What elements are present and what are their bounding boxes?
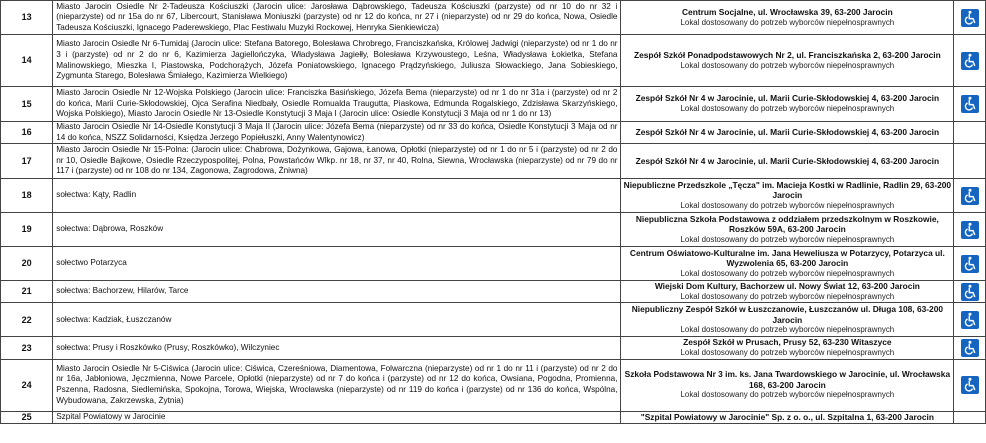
district-area: sołectwa: Kąty, Radlin: [53, 179, 621, 213]
district-area: sołectwa: Kadziak, Łuszczanów: [53, 303, 621, 337]
wheelchair-icon: [961, 9, 979, 27]
wheelchair-icon: [961, 255, 979, 273]
accessible-note: Lokal dostosowany do potrzeb wyborców niepełnosprawnych: [680, 200, 895, 210]
table-row: [1, 1, 986, 35]
polling-place-name: Zespół Szkół Nr 4 w Jarocinie, ul. Marii Curie-Skłodowskiej 4, 63-200 Jarocin: [635, 155, 940, 166]
accessible-note: Lokal dostosowany do potrzeb wyborców niepełnosprawnych: [680, 60, 895, 70]
district-area: Miasto Jarocin Osiedle Nr 6-Tumidaj (Jarocin ulice: Stefana Batorego, Bolesława Chrobrego, Franciszkańska, Królowej Jadwigi (nieparzyste) od nr 1 do nr 3 i (parzyste) od nr 2 do nr 6, Kazimierza Jagiellończyka, Władysława Jagiełły, Bolesława Krzywoustego, Leśna, Władysława Łokietka, Stefana Malinowskiego, Mieszka I, Piastowska, Podchorążych, Józefa Poniatowskiego, Ignacego Prądzyńskiego, Juliusza Słowackiego, Jana Sobieskiego, Zygmunta Starego, Bolesława Śmiałego, Kazimierza Wielkiego): [53, 35, 621, 87]
table-row: [1, 213, 986, 247]
accessibility-cell: [954, 179, 986, 213]
accessible-note: Lokal dostosowany do potrzeb wyborców niepełnosprawnych: [680, 325, 895, 335]
district-number: 17: [1, 144, 53, 179]
district-number: 22: [1, 303, 53, 337]
wheelchair-icon: [961, 52, 979, 70]
accessibility-cell: [954, 87, 986, 122]
table-row: [1, 35, 986, 87]
polling-place: [621, 179, 954, 213]
polling-place-name: Niepubliczna Szkoła Podstawowa z oddziałem przedszkolnym w Roszkowie, Roszków 59A, 63-200 Jarocin: [635, 213, 939, 235]
wheelchair-icon: [961, 221, 979, 239]
table-row: [1, 281, 986, 303]
polling-place-name: Wiejski Dom Kultury, Bachorzew ul. Nowy Świat 12, 63-200 Jarocin: [654, 281, 920, 292]
polling-place-name: Szkoła Podstawowa Nr 3 im. ks. Jana Twardowskiego w Jarocinie, ul. Wrocławska 168, 63-200 Jarocin: [624, 369, 951, 390]
table-row: [1, 179, 986, 213]
polling-place-name: Niepubliczne Przedszkole „Tęcza" im. Macieja Kostki w Radlinie, Radlin 29, 63-200 Jarocin: [623, 179, 952, 201]
polling-place: [621, 122, 954, 144]
district-area: sołectwa: Prusy i Roszkówko (Prusy, Roszkówko), Wilczyniec: [53, 337, 621, 359]
polling-place-name: Zespół Szkół Ponadpodstawowych Nr 2, ul. Franciszkańska 2, 63-200 Jarocin: [634, 49, 941, 60]
polling-place: [621, 303, 954, 337]
accessible-note: Lokal dostosowany do potrzeb wyborców niepełnosprawnych: [680, 291, 895, 301]
table-body: [1, 1, 986, 424]
district-area: sołectwa: Dąbrowa, Roszków: [53, 213, 621, 247]
district-number: 14: [1, 35, 53, 87]
polling-place: [621, 144, 954, 179]
polling-place-name: "Szpital Powiatowy w Jarocinie" Sp. z o. o., ul. Szpitalna 1, 63-200 Jarocin: [640, 411, 934, 422]
accessible-note: Lokal dostosowany do potrzeb wyborców niepełnosprawnych: [680, 347, 895, 357]
accessibility-cell: [954, 35, 986, 87]
district-area: Miasto Jarocin Osiedle Nr 15-Polna: (Jarocin ulice: Chabrowa, Dożynkowa, Gajowa, Łanowa, Opłotki (nieparzyste) od nr 1 do nr 5 i (parzyste) od nr 2 do nr 10, Osiedle Bajkowe, Osiedle Rzeczypospolitej, Polna, Powstańców Wlkp. nr 18, nr 37, nr 40, Rolna, Siewna, Wrocławska (nieparzyste) od nr 79 do nr 117 i (parzyste) od nr 108 do nr 134, Zagonowa, Zagrodowa, Żniwna): [53, 144, 621, 179]
table-row: [1, 359, 986, 411]
accessibility-cell: [954, 247, 986, 281]
table-row: [1, 303, 986, 337]
accessibility-cell: [954, 303, 986, 337]
polling-place: [621, 359, 954, 411]
district-area: sołectwa: Bachorzew, Hilarów, Tarce: [53, 281, 621, 303]
district-area: sołectwo Potarzyca: [53, 247, 621, 281]
wheelchair-icon: [961, 283, 979, 301]
accessibility-cell: [954, 359, 986, 411]
polling-place: [621, 213, 954, 247]
polling-place: [621, 281, 954, 303]
district-area: Miasto Jarocin Osiedle Nr 2-Tadeusza Kościuszki (Jarocin ulice: Jarosława Dąbrowskiego, Tadeusza Kościuszki (parzyste) od nr 10 do nr 32 i (nieparzyste) od nr 15a do nr 67, Libercourt, Stanisława Moniuszki (parzyste) od nr 12 do końca, nr 27 i (nieparzyste) od nr 29 do końca, Nowa, Osiedle Tadeusza Kościuszki, Ignacego Paderewskiego, Plac Festiwalu Muzyki Rockowej, Henryka Sienkiewicza): [53, 1, 621, 35]
wheelchair-icon: [961, 339, 979, 357]
polling-place: [621, 411, 954, 423]
wheelchair-icon: [961, 95, 979, 113]
accessibility-cell: [954, 122, 986, 144]
district-number: 25: [1, 411, 53, 423]
accessible-note: Lokal dostosowany do potrzeb wyborców niepełnosprawnych: [680, 234, 895, 244]
polling-place: [621, 337, 954, 359]
polling-place: [621, 87, 954, 122]
accessible-note: Lokal dostosowany do potrzeb wyborców niepełnosprawnych: [680, 268, 895, 278]
polling-place-name: Centrum Oświatowo-Kulturalne im. Jana Heweliusza w Potarzycy, Potarzyca ul. Wyzwolenia 65, 63-200 Jarocin: [629, 247, 945, 269]
table-row: [1, 122, 986, 144]
accessibility-cell: [954, 337, 986, 359]
accessibility-cell: [954, 281, 986, 303]
accessible-note: Lokal dostosowany do potrzeb wyborców niepełnosprawnych: [680, 104, 895, 113]
district-area: Miasto Jarocin Osiedle Nr 14-Osiedle Konstytucji 3 Maja II (Jarocin ulice: Józefa Bema (nieparzyste) od nr 33 do końca, Osiedle Konstytucji 3 Maja od nr 14 do końca, NSZZ Solidarności, Księdza Jerzego Popiełuszki, Anny Walentynowicz): [53, 122, 621, 144]
polling-place: [621, 247, 954, 281]
table-row: [1, 247, 986, 281]
district-number: 19: [1, 213, 53, 247]
wheelchair-icon: [961, 311, 979, 329]
accessible-note: Lokal dostosowany do potrzeb wyborców niepełnosprawnych: [680, 390, 895, 400]
district-number: 13: [1, 1, 53, 35]
polling-place-name: Zespół Szkół w Prusach, Prusy 52, 63-230 Witaszyce: [683, 337, 892, 348]
accessibility-cell: [954, 1, 986, 35]
table-row: [1, 87, 986, 122]
district-number: 18: [1, 179, 53, 213]
polling-place-name: Zespół Szkół Nr 4 w Jarocinie, ul. Marii Curie-Skłodowskiej 4, 63-200 Jarocin: [635, 127, 940, 138]
district-area: Miasto Jarocin Osiedle Nr 12-Wojska Polskiego (Jarocin ulice: Franciszka Basińskiego, Józefa Bema (nieparzyste) od nr 1 do nr 31a i (parzyste) od nr 2 do końca, Marii Curie-Skłodowskiej, Ojca Serafina Niedbały, Osiedle Romualda Traugutta, Piaskowa, Edmunda Rogalskiego, Zdzisława Skarzyńskiego, Wojska Polskiego), Miasto Jarocin Osiedle Nr 13-Osiedle Konstytucji 3 Maja I (Jarocin ulice: Osiedle Konstytucji 3 Maja od nr 1 do nr 13): [53, 87, 621, 122]
accessibility-cell: [954, 411, 986, 423]
polling-place: [621, 1, 954, 35]
wheelchair-icon: [961, 187, 979, 205]
district-number: 15: [1, 87, 53, 122]
polling-place-name: Niepubliczny Zespół Szkół w Łuszczanowie, Łuszczanów ul. Długa 108, 63-200 Jarocin: [631, 303, 944, 325]
district-number: 16: [1, 122, 53, 144]
polling-place: [621, 35, 954, 87]
accessibility-cell: [954, 213, 986, 247]
polling-place-name: Centrum Socjalne, ul. Wrocławska 39, 63-200 Jarocin: [682, 6, 893, 17]
table-row: [1, 337, 986, 359]
district-number: 23: [1, 337, 53, 359]
district-number: 20: [1, 247, 53, 281]
district-area: Szpital Powiatowy w Jarocinie: [53, 411, 621, 423]
district-area: Miasto Jarocin Osiedle Nr 5-Ciświca (Jarocin ulice: Ciświca, Czereśniowa, Diamentowa, Folwarczna (nieparzyste) od nr 1 do nr 11 i (parzyste) od nr 2 do nr 16a, Jabłoniowa, Jęczmienna, Nowe Parcele, Opłotki (nieparzyste) od nr 7 do końca i (parzyste) od nr 12 do końca, Owsiana, Pogodna, Promienna, Pszenna, Radosna, Siedlemińska, Spokojna, Torowa, Wiejska, Wrocławska (nieparzyste) od nr 119 do końca i (parzyste) od nr 136 do końca, Wspólna, Wybudowana, Zakrzewska, Żytnia): [53, 359, 621, 411]
polling-place-name: Zespół Szkół Nr 4 w Jarocinie, ul. Marii Curie-Skłodowskiej 4, 63-200 Jarocin: [635, 93, 940, 104]
table-row: [1, 144, 986, 179]
accessibility-cell: [954, 144, 986, 179]
district-number: 24: [1, 359, 53, 411]
wheelchair-icon: [961, 376, 979, 394]
accessible-note: Lokal dostosowany do potrzeb wyborców niepełnosprawnych: [680, 17, 895, 27]
district-number: 21: [1, 281, 53, 303]
table-row: [1, 411, 986, 423]
